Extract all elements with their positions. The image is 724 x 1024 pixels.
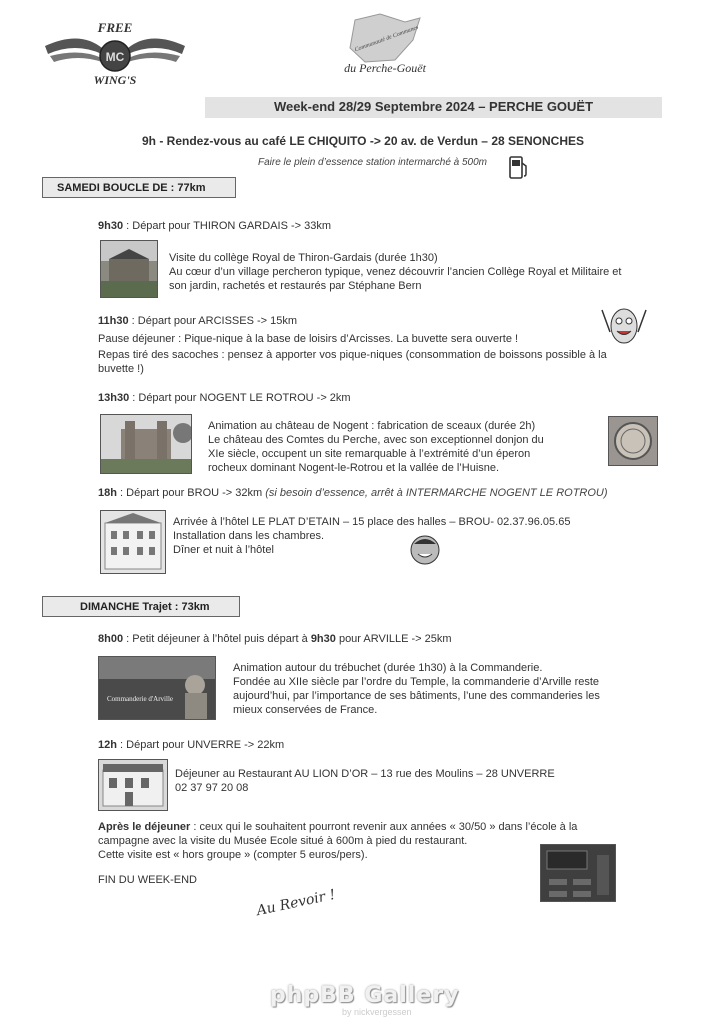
commanderie-photo (98, 656, 216, 720)
step-nogent (98, 392, 351, 404)
end-of-weekend: FIN DU WEEK-END (98, 874, 197, 886)
text-line: XIe siècle, occupent un site remarquable à l’extrémité d’un éperon (208, 448, 531, 460)
step-text: : Départ pour ARCISSES -> 15km (128, 315, 298, 327)
step-unverre (98, 739, 284, 751)
fuel-pump-icon (508, 154, 530, 180)
watermark: phpBB Gallery (270, 983, 460, 1008)
step-text: : Petit déjeuner à l’hôtel puis départ à (123, 633, 311, 645)
text-line: Le château des Comtes du Perche, avec son exceptionnel donjon du (208, 434, 544, 446)
rendezvous-line: 9h - Rendez-vous au café LE CHIQUITO -> 20 av. de Verdun – 28 SENONCHES (142, 134, 585, 148)
dinner-mascot-icon (406, 532, 444, 568)
svg-text:Communauté de Communes: Communauté de Communes (353, 24, 420, 54)
step-brou (98, 487, 608, 499)
fuel-stop-note: (si besoin d’essence, arrêt à INTERMARCHE NOGENT LE ROTROU) (265, 487, 608, 499)
restaurant-photo (98, 759, 168, 811)
free-wings-logo (40, 18, 190, 88)
text-line: Pause déjeuner : Pique-nique à la base de loisirs d’Arcisses. La buvette sera ouverte ! (98, 333, 519, 345)
step-arville (98, 633, 452, 645)
thiron-description (169, 251, 621, 293)
step-time: 8h00 (98, 633, 124, 645)
step-text: : Départ pour UNVERRE -> 22km (116, 739, 285, 751)
text-line: Repas tiré des sacoches : pensez à apporter vos pique-niques (consommation de boissons possible à la (98, 349, 607, 361)
text-line: Animation autour du trébuchet (durée 1h30) à la Commanderie. (233, 662, 543, 674)
svg-text:Commanderie d'Arville: Commanderie d'Arville (107, 695, 173, 703)
step-arcisses (98, 315, 297, 327)
arville-description (233, 661, 647, 717)
after-lunch-label: Après le déjeuner (98, 821, 191, 833)
text-line: mieux conservées de France. (233, 704, 378, 716)
step-time: 9h30 (310, 633, 336, 645)
brou-description (173, 515, 570, 557)
hotel-photo (100, 510, 166, 574)
school-museum-photo (540, 844, 616, 902)
restaurant-phone: 02 37 97 20 08 (175, 782, 249, 794)
college-royal-photo (100, 240, 158, 298)
page-title: Week-end 28/29 Septembre 2024 – PERCHE GOUËT (273, 99, 594, 114)
seal-photo (608, 416, 658, 466)
text-line: Installation dans les chambres. (173, 530, 325, 542)
text-line: Fondée au XIIe siècle par l’ordre du Temple, la commanderie d’Arville reste (233, 676, 600, 688)
signoff: Au Revoir ! (255, 886, 337, 920)
svg-text:MC: MC (105, 50, 125, 64)
text-line: buvette !) (98, 363, 144, 375)
step-time: 12h (98, 739, 117, 751)
text-line: aujourd’hui, par l’importance de ses bâtiments, l’une des commanderies les (233, 690, 600, 702)
text-line: Animation au château de Nogent : fabrication de sceaux (durée 2h) (208, 420, 536, 432)
step-time: 18h (98, 487, 117, 499)
step-time: 11h30 (98, 315, 129, 327)
text-line: Arrivée à l’hôtel LE PLAT D’ETAIN – 15 place des halles – BROU- 02.37.96.05.65 (173, 516, 571, 528)
perche-gouet-logo (325, 10, 445, 80)
text-line: Dîner et nuit à l’hôtel (173, 544, 274, 556)
text-line: Déjeuner au Restaurant AU LION D’OR – 13 rue des Moulins – 28 UNVERRE (175, 768, 555, 780)
nogent-description (208, 419, 544, 475)
saturday-header: SAMEDI BOUCLE DE : 77km (42, 177, 236, 198)
svg-text:FREE: FREE (97, 20, 133, 35)
watermark-sub: by nickvergessen (342, 1007, 412, 1017)
step-text: : Départ pour THIRON GARDAIS -> 33km (123, 220, 332, 232)
picnic-mascot-icon (598, 306, 650, 346)
arcisses-description (98, 332, 658, 376)
nogent-castle-photo (100, 414, 192, 474)
step-thiron (98, 220, 331, 232)
unverre-description (175, 767, 555, 795)
text-line: rocheux dominant Nogent-le-Rotrou et la vallée de l’Huisne. (208, 462, 500, 474)
step-text: : Départ pour NOGENT LE ROTROU -> 2km (129, 392, 351, 404)
svg-text:WING'S: WING'S (93, 73, 137, 87)
text-line: Visite du collège Royal de Thiron-Gardais (durée 1h30) (169, 252, 438, 264)
step-time: 9h30 (98, 220, 124, 232)
text-line: son jardin, rachetés et restaurés par Stéphane Bern (169, 280, 422, 292)
step-text: : Départ pour BROU -> 32km (116, 487, 266, 499)
text-line: : ceux qui le souhaitent pourront revenir aux années « 30/50 » dans l’école à la (190, 821, 578, 833)
step-time: 13h30 (98, 392, 130, 404)
sunday-header: DIMANCHE Trajet : 73km (42, 596, 240, 617)
text-line: Cette visite est « hors groupe » (compter 5 euros/pers). (98, 849, 368, 861)
fuel-note: Faire le plein d’essence station intermarché à 500m (258, 157, 488, 168)
text-line: Au cœur d’un village percheron typique, venez découvrir l’ancien Collège Royal et Militaire et (169, 266, 622, 278)
svg-text:du Perche-Gouët: du Perche-Gouët (344, 61, 426, 75)
text-line: campagne avec la visite du Musée Ecole situé à 600m à pied du restaurant. (98, 835, 468, 847)
step-text: pour ARVILLE -> 25km (335, 633, 452, 645)
